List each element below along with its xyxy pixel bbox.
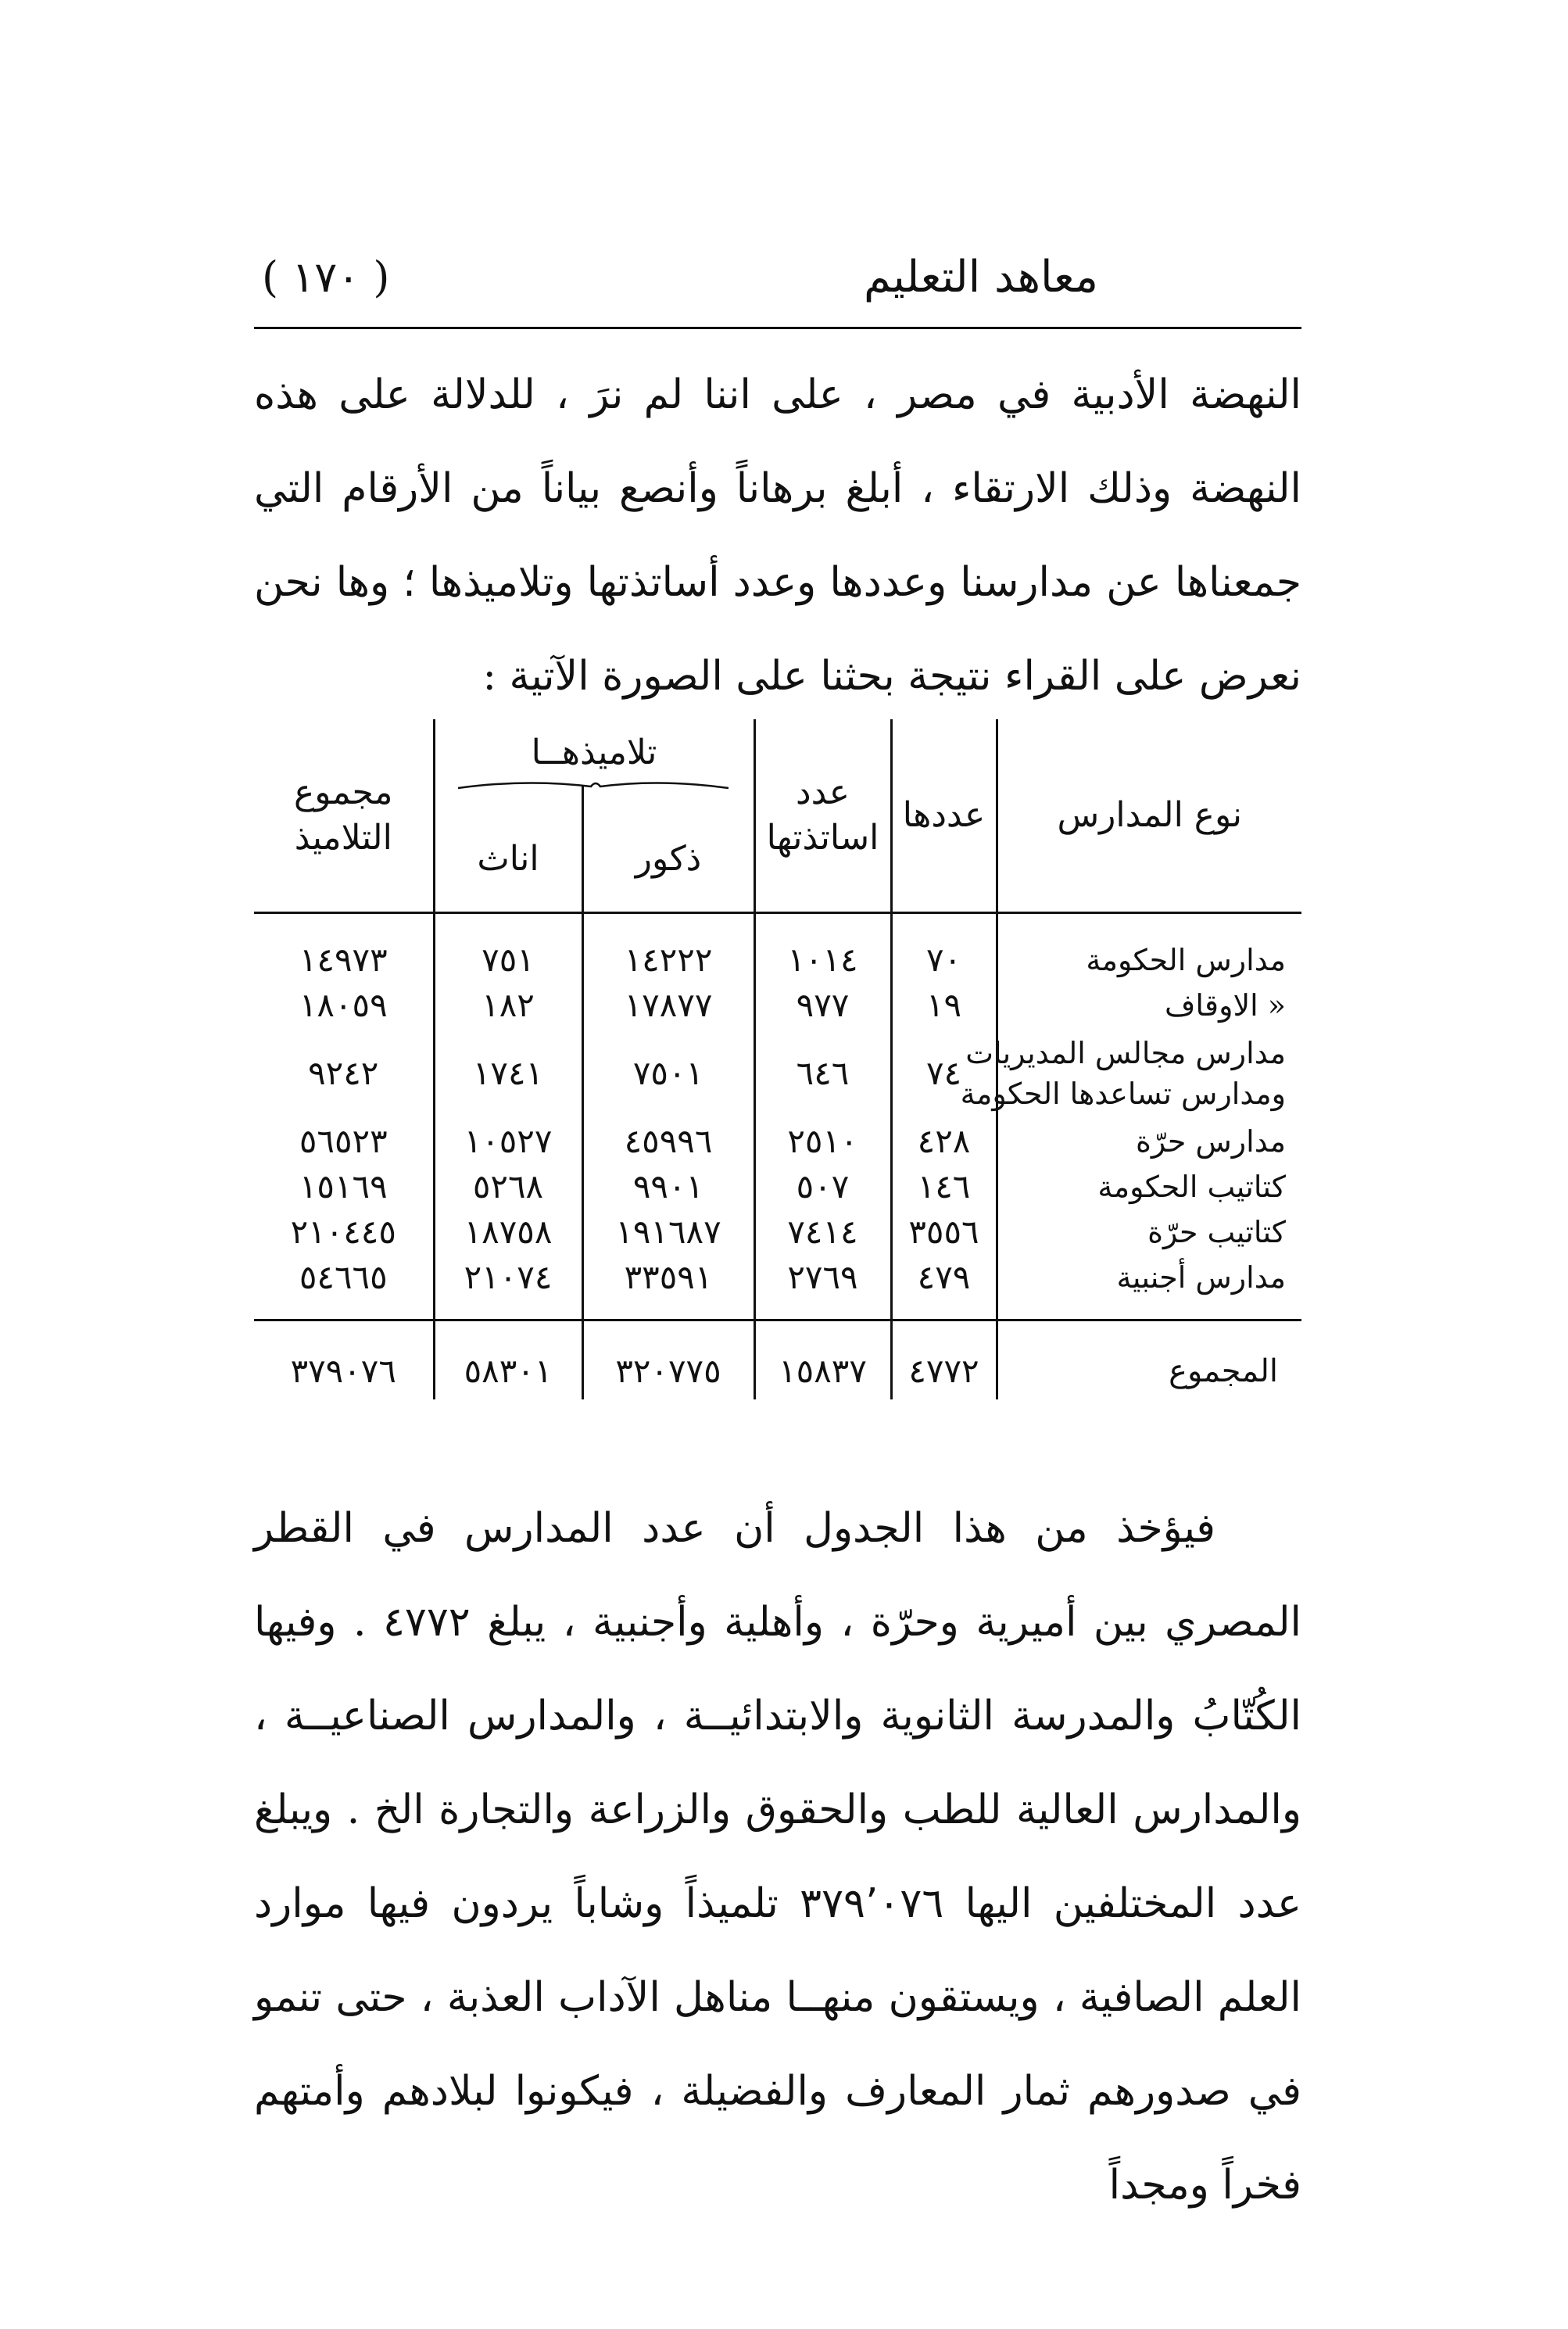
row-count: ٧٠ <box>891 913 997 984</box>
row-count: ١٤٦ <box>891 1164 997 1209</box>
row-female: ١٠٥٢٧ <box>434 1119 582 1164</box>
totals-label: المجموع <box>997 1320 1301 1400</box>
row-count: ٤٢٨ <box>891 1119 997 1164</box>
header-rule <box>254 327 1301 329</box>
header-school-type: نوع المدارس <box>997 719 1301 912</box>
row-male: ١٧٨٧٧ <box>582 983 754 1028</box>
row-male: ٤٥٩٩٦ <box>582 1119 754 1164</box>
header-teachers-line1: عدد <box>796 772 850 812</box>
table-row <box>254 1164 1301 1209</box>
table-row <box>254 1028 1301 1119</box>
row-teachers: ١٠١٤ <box>754 913 891 984</box>
row-school-type: مدارس مجالس المديريات ومدارس تساعدها الحكومة <box>997 1028 1301 1119</box>
table-row <box>254 1209 1301 1255</box>
conclusion-text: فيؤخذ من هذا الجدول أن عدد المدارس في القطر المصري بين أميرية وحرّة ، وأهلية وأجنبية ، يبلغ ٤٧٧٢ . وفيها الكُتّابُ والمدرسة الثانوية والابتدائيــة ، والمدارس الصناعيــة ، والمدارس العالية للطب والحقوق والزراعة والتجارة الخ . ويبلغ عدد المختلفين اليها ٣٧٩٬٠٧٦ تلميذاً وشاباً يردون فيها موارد العلم الصافية ، ويستقون منهــا مناهل الآداب العذبة ، حتى تنمو في صدورهم ثمار المعارف والفضيلة ، فيكونوا لبلادهم وأمتهم فخراً ومجداً <box>254 1505 1302 2209</box>
row-total: ٢١٠٤٤٥ <box>290 1213 396 1251</box>
row-female: ١٨٧٥٨ <box>434 1209 582 1255</box>
totals-male: ٣٢٠٧٧٥ <box>582 1320 754 1400</box>
table-row <box>254 983 1301 1028</box>
row-female: ٧٥١ <box>434 913 582 984</box>
running-title: معاهد التعليم <box>864 252 1099 303</box>
row-female: ١٧٤١ <box>434 1028 582 1119</box>
row-school-type: مدارس أجنبية <box>997 1255 1301 1320</box>
row-teachers: ٢٥١٠ <box>754 1119 891 1164</box>
totals-count: ٤٧٧٢ <box>891 1320 997 1400</box>
table-row <box>254 1119 1301 1164</box>
intro-paragraph: النهضة الأدبية في مصر ، على اننا لم نرَ ، للدلالة على هذه النهضة وذلك الارتقاء ، أبلغ برهاناً وأنصع بياناً من الأرقام التي جمعناها عن مدارسنا وعددها وعدد أساتذتها وتلاميذها ؛ وها نحن نعرض على القراء نتيجة بحثنا على الصورة الآتية : <box>254 371 1301 700</box>
row-school-type: « الاوقاف <box>997 983 1301 1028</box>
row-count: ٧٤ <box>891 1028 997 1119</box>
row-school-type: مدارس حرّة <box>997 1119 1301 1164</box>
totals-teachers: ١٥٨٣٧ <box>754 1320 891 1400</box>
schools-statistics-table <box>254 719 1301 1399</box>
row-teachers: ٧٤١٤ <box>754 1209 891 1255</box>
header-total-line1: مجموع <box>294 772 393 812</box>
row-female: ٢١٠٧٤ <box>434 1255 582 1320</box>
row-teachers: ٢٧٦٩ <box>754 1255 891 1320</box>
table-row <box>254 913 1301 984</box>
row-male: ١٩١٦٨٧ <box>582 1209 754 1255</box>
header-total-line2: التلاميذ <box>294 818 392 858</box>
running-header <box>254 249 1301 319</box>
header-count: عددها <box>891 719 997 912</box>
page-number: ( ١٧٠ ) <box>262 253 390 302</box>
row-total: ١٤٩٧٣ <box>299 941 388 979</box>
row-teachers: ٦٤٦ <box>754 1028 891 1119</box>
row-school-type: كتاتيب حرّة <box>997 1209 1301 1255</box>
row-teachers: ٩٧٧ <box>754 983 891 1028</box>
table-row <box>254 1255 1301 1320</box>
row-count: ٤٧٩ <box>891 1255 997 1320</box>
row-school-type: مدارس الحكومة <box>997 913 1301 984</box>
row-male: ٩٩٠١ <box>582 1164 754 1209</box>
row-total: ٥٦٥٢٣ <box>299 1122 388 1160</box>
row-total: ١٨٠٥٩ <box>299 986 388 1024</box>
totals-row <box>254 1320 1301 1400</box>
conclusion-paragraph <box>254 1482 1301 2232</box>
row-male: ٣٣٥٩١ <box>582 1255 754 1320</box>
row-count: ٣٥٥٦ <box>891 1209 997 1255</box>
totals-female: ٥٨٣٠١ <box>434 1320 582 1400</box>
totals-total: ٣٧٩٠٧٦ <box>254 1320 434 1400</box>
header-teachers <box>754 719 891 912</box>
row-male: ١٤٢٢٢ <box>582 913 754 984</box>
header-students-label: تلاميذهــا <box>531 733 657 772</box>
row-school-type: كتاتيب الحكومة <box>997 1164 1301 1209</box>
row-total: ٥٤٦٦٥ <box>254 1255 434 1320</box>
header-students <box>434 719 754 786</box>
row-total: ١٥١٦٩ <box>299 1167 388 1206</box>
row-count: ١٩ <box>891 983 997 1028</box>
row-teachers: ٥٠٧ <box>754 1164 891 1209</box>
row-male: ٧٥٠١ <box>582 1028 754 1119</box>
header-male: ذكور <box>582 786 754 912</box>
row-total: ٩٢٤٢ <box>308 1054 379 1092</box>
header-female: اناث <box>434 786 582 912</box>
row-female: ٥٢٦٨ <box>434 1164 582 1209</box>
row-female: ١٨٢ <box>434 983 582 1028</box>
header-total <box>254 719 434 912</box>
header-teachers-line2: اساتذتها <box>766 818 879 858</box>
students-brace <box>456 777 730 791</box>
